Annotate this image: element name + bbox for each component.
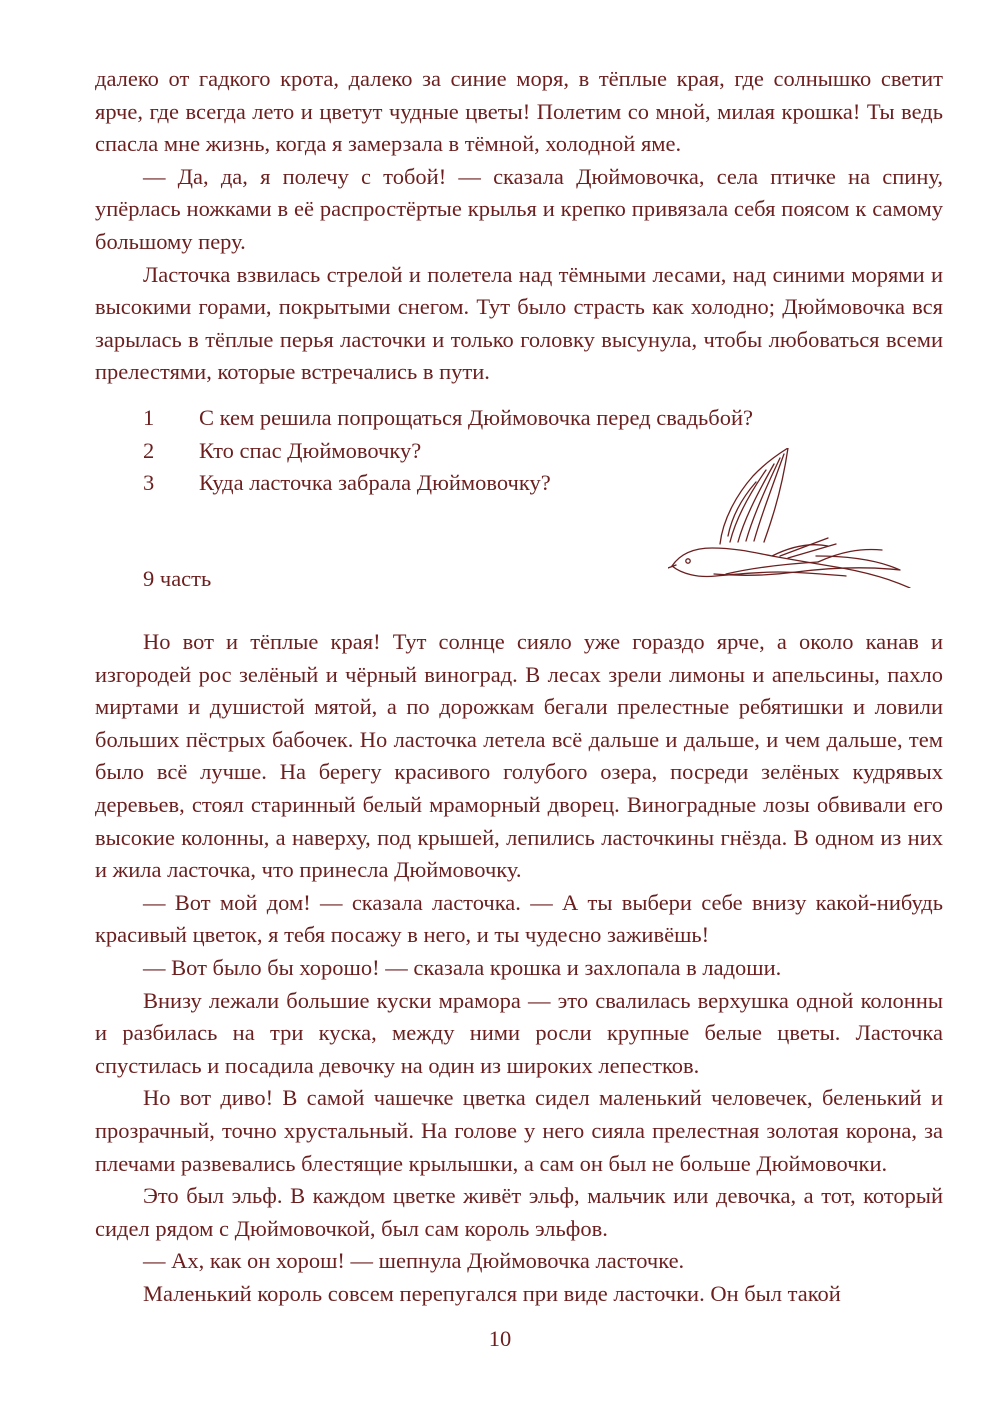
paragraph: — Да, да, я полечу с тобой! — сказала Дюймовочка, села птичке на спину, упёрлась ножками в её распростёртые крылья и крепко привязала себя поясом к самому большому перу. [95,163,943,254]
swallow-icon [668,448,928,588]
paragraph: Маленький король совсем перепугался при виде ласточки. Он был такой [143,1280,841,1306]
paragraph: Но вот и тёплые края! Тут солнце сияло уже гораздо ярче, а около канав и изгородей рос зелёный и чёрный виноград. В лесах зрели лимоны и апельсины, пахло миртами и душистой мятой, а по дорожкам бегали прелестные ребятишки и ловили больших пёстрых бабочек. Но ласточка летела всё дальше и дальше, и чем дальше, тем было всё лучше. На берегу красивого голубого озера, посреди зелёных кудрявых деревьев, стоял старинный белый мраморный дворец. Виноградные лозы обвивали его высокие колонны, а наверху, под крышей, лепились ласточкины гнёзда. В одном из них и жила ласточка, что принесла Дюймовочку. [95,629,943,883]
question-number: 3 [143,470,155,496]
page-number: 10 [488,1326,512,1351]
question-text: С кем решила попрощаться Дюймовочка перед свадьбой? [199,405,754,430]
paragraph: — Ах, как он хорош! — шепнула Дюймовочка ласточке. [143,1248,685,1274]
paragraph: — Вот было бы хорошо! — сказала крошка и захлопала в ладоши. [143,954,782,980]
question-number: 2 [143,437,155,463]
paragraph: — Вот мой дом! — сказала ласточка. — А ты выбери себе внизу какой-нибудь красивый цветок, я тебя посажу в него, и ты чудесно заживёшь! [95,889,943,948]
question-text: Кто спас Дюймовочку? [199,437,422,463]
question-text: Куда ласточка забрала Дюймовочку? [199,470,551,496]
story-text-main [95,626,943,1310]
question-item [143,467,753,500]
question-list [143,402,753,500]
question-item [143,435,753,468]
story-text-top [95,63,943,389]
question-item [143,402,753,435]
paragraph: Но вот диво! В самой чашечке цветка сидел маленький человечек, беленький и прозрачный, точно хрустальный. На голове у него сияла прелестная золотая корона, за плечами развевались блестящие крылышки, а сам он был не больше Дюймовочки. [95,1085,943,1176]
part-heading: 9 часть [143,566,212,591]
paragraph: Это был эльф. В каждом цветке живёт эльф, мальчик или девочка, а тот, который сидел рядом с Дюймовочкой, был сам король эльфов. [95,1183,943,1241]
paragraph: Ласточка взвилась стрелой и полетела над тёмными лесами, над синими морями и высокими горами, покрытыми снегом. Тут было страсть как холодно; Дюймовочка вся зарылась в тёплые перья ласточки и только головку высунула, чтобы любоваться всеми прелестями, которые встречались в пути. [95,261,943,385]
paragraph: Внизу лежали большие куски мрамора — это свалилась верхушка одной колонны и разбилась на три куска, между ними росли крупные белые цветы. Ласточка спустилась и посадила девочку на один из широких лепестков. [95,987,943,1078]
paragraph: далеко от гадкого крота, далеко за синие моря, в тёплые края, где солнышко светит ярче, где всегда лето и цветут чудные цветы! Полетим со мной, милая крошка! Ты ведь спасла мне жизнь, когда я замерзала в тёмной, холодной яме. [95,66,943,157]
question-number: 1 [143,405,155,430]
